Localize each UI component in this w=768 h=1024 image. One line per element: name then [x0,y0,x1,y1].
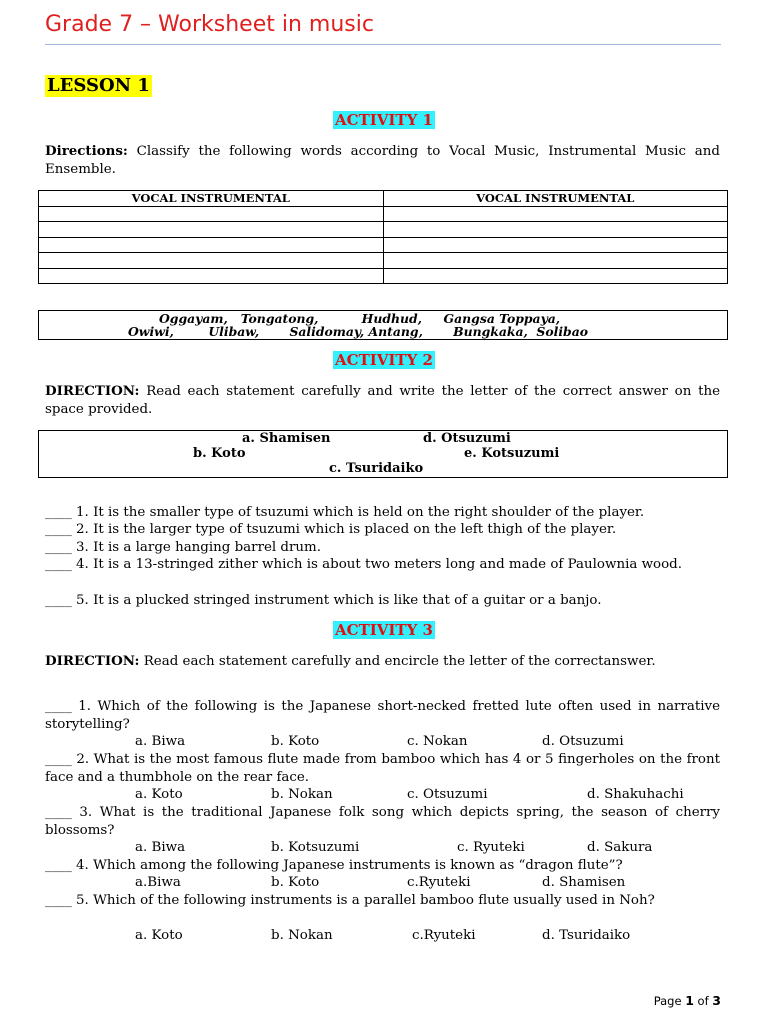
direction-text: Read each statement carefully and encircle the letter of the correctanswer. [139,654,656,669]
answer-option[interactable]: c. Nokan [407,734,468,749]
answer-option[interactable]: d. Otsuzumi [542,734,624,749]
title-divider [45,44,721,45]
list-item: ____ 2. It is the larger type of tsuzumi which is placed on the left thigh of the player. [45,522,617,537]
answer-option[interactable]: c. Otsuzumi [407,787,488,802]
choice-item: c. Tsuridaiko [329,461,424,476]
answer-cell[interactable] [39,253,384,269]
word-bank-row-2: Owiwi, Ulibaw, Salidomay, Antang, Bungkaka, Solibao [128,324,589,339]
table-header: VOCAL INSTRUMENTAL [39,191,384,207]
word-bank-box [38,310,728,340]
list-item: ____ 4. It is a 13-stringed zither which is about two meters long and made of Paulownia wood. [45,557,683,572]
lesson-heading: LESSON 1 [47,75,150,96]
answer-option[interactable]: c.Ryuteki [412,928,476,943]
answer-option[interactable]: b. Kotsuzumi [271,840,360,855]
answer-option[interactable]: d. Shakuhachi [587,787,684,802]
table-header: VOCAL INSTRUMENTAL [383,191,728,207]
answer-cell[interactable] [39,206,384,222]
answer-cell[interactable] [383,206,728,222]
direction-label: DIRECTION: [45,383,140,399]
directions-text: Classify the following words according to Vocal Music, Instrumental Music and Ensemble. [45,144,720,177]
answer-cell[interactable] [39,222,384,238]
answer-option[interactable]: d. Tsuridaiko [542,928,631,943]
page-label: Page [653,994,686,1008]
word-bank-row-1: Oggayam, Tongatong, Hudhud, Gangsa Toppaya, [159,311,561,326]
answer-cell[interactable] [383,222,728,238]
choice-item: d. Otsuzumi [423,431,511,446]
answer-option[interactable]: a. Biwa [135,840,186,855]
list-item: ____ 1. It is the smaller type of tsuzumi which is held on the right shoulder of the player. [45,505,645,520]
choice-item: b. Koto [193,446,246,461]
list-item: ____ 5. It is a plucked stringed instrument which is like that of a guitar or a banjo. [45,593,602,608]
question-text: ____ 5. Which of the following instruments is a parallel bamboo flute usually used in Noh? [45,893,655,908]
answer-option[interactable]: a. Koto [135,787,183,802]
answer-option[interactable]: d. Sakura [587,840,653,855]
table-row [39,253,728,269]
directions-label: Directions: [45,143,128,159]
page-title: Grade 7 – Worksheet in music [45,12,374,37]
answer-option[interactable]: b. Nokan [271,787,333,802]
answer-option[interactable]: d. Shamisen [542,875,626,890]
answer-cell[interactable] [39,237,384,253]
answer-option[interactable]: c.Ryuteki [407,875,471,890]
answer-option[interactable]: a. Biwa [135,734,186,749]
activity-1-label: ACTIVITY 1 [335,111,433,129]
activity-2-directions [45,382,720,419]
question-text: ____ 2. What is the most famous flute made from bamboo which has 4 or 5 fingerholes on the front face and a thumbhole on the rear face. [45,752,720,785]
activity-2-heading [0,351,768,370]
answer-option[interactable]: b. Nokan [271,928,333,943]
question-text: ____ 3. What is the traditional Japanese folk song which depicts spring, the season of cherry blossoms? [45,805,720,838]
table-row [39,206,728,222]
answer-cell[interactable] [383,253,728,269]
page-total: 3 [712,993,721,1008]
answer-option[interactable]: c. Ryuteki [457,840,525,855]
table-row [39,237,728,253]
choices-box [38,430,728,478]
table-row [39,222,728,238]
activity-3-heading [0,621,768,640]
activity-2-label: ACTIVITY 2 [335,351,433,369]
activity-1-directions [45,142,720,179]
activity-3-directions [45,652,720,671]
answer-cell[interactable] [383,237,728,253]
choice-item: a. Shamisen [242,431,331,446]
activity-3-label: ACTIVITY 3 [335,621,433,639]
question-text: ____ 1. Which of the following is the Japanese short-necked fretted lute often used in narrative storytelling? [45,699,720,732]
answer-option[interactable]: a.Biwa [135,875,181,890]
direction-label: DIRECTION: [45,653,140,669]
answer-cell[interactable] [39,268,384,284]
choice-item: e. Kotsuzumi [464,446,560,461]
list-item: ____ 3. It is a large hanging barrel drum. [45,540,321,555]
classification-table [38,190,728,284]
answer-option[interactable]: b. Koto [271,734,320,749]
table-row [39,268,728,284]
answer-cell[interactable] [383,268,728,284]
answer-option[interactable]: a. Koto [135,928,183,943]
question-text: ____ 4. Which among the following Japanese instruments is known as “dragon flute”? [45,858,623,873]
answer-option[interactable]: b. Koto [271,875,320,890]
direction-text: Read each statement carefully and write the letter of the correct answer on the space provided. [45,384,720,417]
page-footer [654,993,721,1008]
of-label: of [693,994,713,1008]
page-number: 1 [685,993,694,1008]
activity-1-heading [0,111,768,130]
